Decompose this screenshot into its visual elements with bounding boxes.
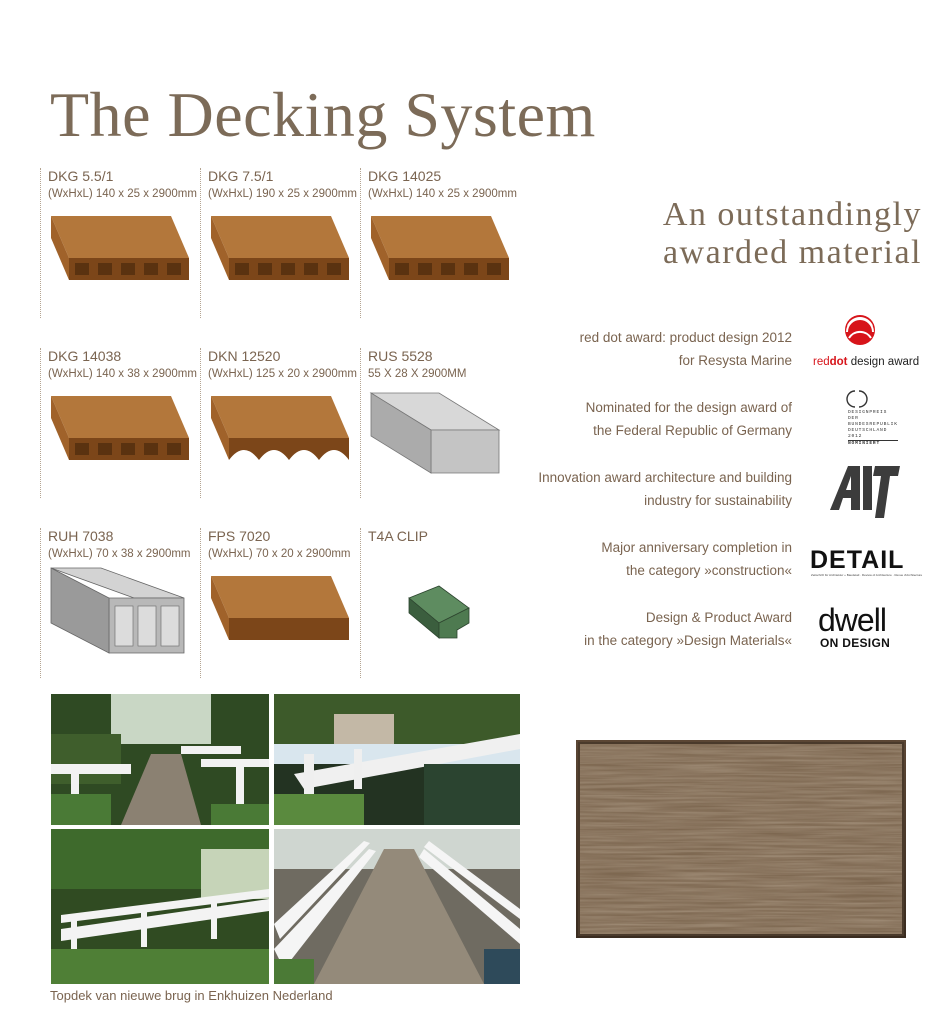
dwell-wordmark: dwell (818, 602, 886, 638)
bridge-photo-1 (51, 694, 269, 825)
awards-heading-line2: awarded material (662, 234, 922, 271)
designpreis-text (848, 410, 898, 447)
product-profile-image (49, 388, 199, 488)
product-card (200, 168, 357, 318)
award-line: Design & Product Award (645, 610, 792, 625)
product-name: RUS 5528 (368, 348, 433, 364)
award-line: industry for sustainability (644, 493, 792, 508)
product-name: DKG 7.5/1 (208, 168, 274, 184)
dwell-tagline: ON DESIGN (820, 636, 891, 650)
product-card (200, 528, 351, 678)
award-line: for Resysta Marine (678, 353, 792, 368)
awards-heading-line1: An outstandingly (662, 196, 922, 233)
designpreis-line: DEUTSCHLAND (848, 428, 888, 433)
bridge-photo-2 (274, 694, 520, 825)
designpreis-line: 2012 (848, 434, 863, 439)
product-profile-image (209, 568, 359, 668)
award-line: in the category »Design Materials« (584, 633, 792, 648)
bridge-photo-4 (274, 829, 520, 984)
product-card (200, 348, 357, 498)
product-dimensions: (WxHxL) 140 x 38 x 2900mm (48, 368, 197, 380)
designpreis-line: DER (848, 416, 859, 421)
product-name: DKG 14038 (48, 348, 122, 364)
wood-texture-sample (576, 740, 906, 938)
award-designpreis-text (586, 396, 792, 442)
product-profile-image (369, 208, 519, 308)
award-line: the category »construction« (626, 563, 792, 578)
product-card (360, 348, 511, 498)
product-name: RUH 7038 (48, 528, 114, 544)
ait-logo (810, 462, 925, 520)
product-card (40, 528, 191, 678)
bridge-photo-3 (51, 829, 269, 984)
product-dimensions: 55 X 28 X 2900MM (368, 368, 467, 380)
reddot-wordmark: reddot design award (813, 356, 920, 368)
product-name: DKG 5.5/1 (48, 168, 114, 184)
detail-tagline: Zeitschrift für Architektur + Baudetail · Review of Architecture · Revue d'Architecture (811, 573, 923, 577)
product-dimensions: (WxHxL) 140 x 25 x 2900mm (368, 188, 517, 200)
product-name: T4A CLIP (368, 528, 428, 544)
product-card (40, 168, 197, 318)
product-dimensions: (WxHxL) 70 x 38 x 2900mm (48, 548, 191, 560)
product-dimensions: (WxHxL) 70 x 20 x 2900mm (208, 548, 351, 560)
designpreis-logo (810, 388, 925, 452)
designpreis-line: NOMINIERT (848, 440, 898, 447)
product-dimensions: (WxHxL) 125 x 20 x 2900mm (208, 368, 357, 380)
product-profile-image (369, 388, 519, 488)
dwell-logo (810, 604, 925, 654)
product-dimensions: (WxHxL) 190 x 25 x 2900mm (208, 188, 357, 200)
ait-emblem-icon (828, 462, 908, 520)
product-dimensions: (WxHxL) 140 x 25 x 2900mm (48, 188, 197, 200)
product-profile-image (209, 388, 359, 488)
award-ait-text (538, 466, 792, 512)
detail-wordmark: DETAIL (810, 546, 905, 574)
product-name: FPS 7020 (208, 528, 271, 544)
detail-logo (810, 546, 925, 586)
reddot-logo (810, 312, 925, 372)
designpreis-line: BUNDESREPUBLIK (848, 422, 898, 427)
product-profile-image (369, 568, 519, 668)
award-line: Major anniversary completion in (601, 540, 792, 555)
product-card (360, 528, 511, 678)
award-line: the Federal Republic of Germany (593, 423, 792, 438)
award-reddot-text (580, 326, 792, 372)
product-profile-image (209, 208, 359, 308)
product-card (360, 168, 517, 318)
product-profile-image (49, 568, 199, 668)
award-line: Nominated for the design award of (585, 400, 792, 415)
photo-caption: Topdek van nieuwe brug in Enkhuizen Nederland (50, 988, 333, 1003)
designpreis-emblem-icon (845, 388, 875, 410)
product-name: DKG 14025 (368, 168, 442, 184)
award-line: red dot award: product design 2012 (579, 330, 792, 345)
award-dwell-text (584, 606, 792, 652)
page-title: The Decking System (50, 79, 596, 150)
product-card (40, 348, 197, 498)
award-detail-text (601, 536, 792, 582)
designpreis-line: DESIGNPREIS (848, 410, 888, 415)
awards-heading (663, 196, 922, 272)
award-line: Innovation award architecture and building (538, 470, 792, 485)
product-profile-image (49, 208, 199, 308)
product-name: DKN 12520 (208, 348, 281, 364)
